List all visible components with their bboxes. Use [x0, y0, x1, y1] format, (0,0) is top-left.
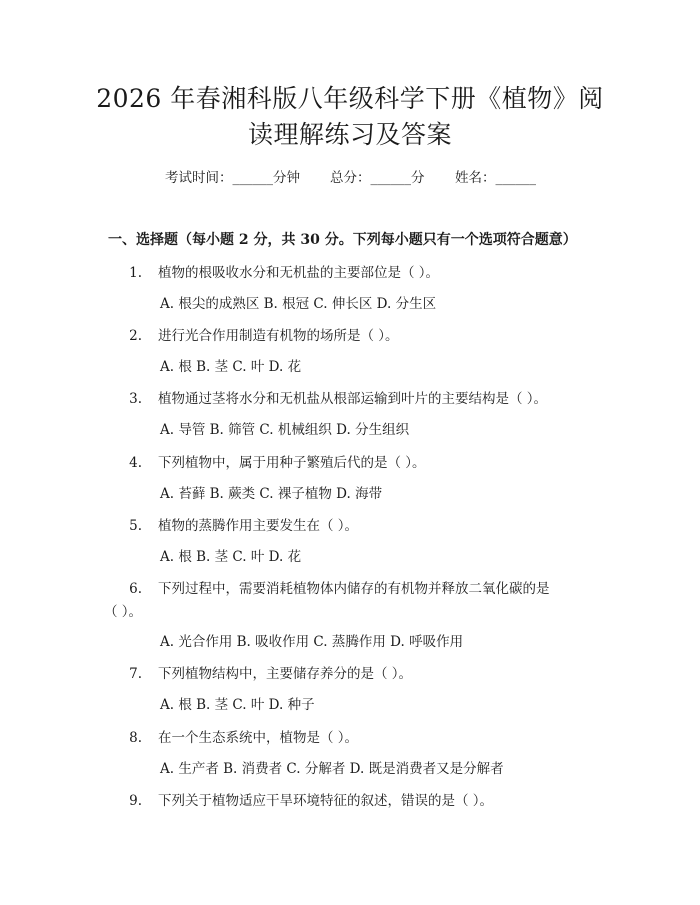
question-stem: 下列植物结构中，主要储存养分的是（ ）。: [158, 666, 413, 682]
question-stem: 植物的蒸腾作用主要发生在（ ）。: [158, 518, 359, 534]
exam-time-field: 考试时间：______分钟: [165, 170, 300, 186]
question-number: 8.: [129, 730, 142, 746]
question-options: A. 根 B. 茎 C. 叶 D. 花: [160, 549, 302, 565]
question-number: 2.: [129, 328, 142, 344]
question-number: 7.: [129, 666, 142, 682]
question-number: 1.: [129, 265, 142, 281]
question-options: A. 根 B. 茎 C. 叶 D. 花: [160, 359, 302, 375]
question-options: A. 苔藓 B. 蕨类 C. 裸子植物 D. 海带: [160, 486, 383, 502]
question-options: A. 根尖的成熟区 B. 根冠 C. 伸长区 D. 分生区: [160, 296, 437, 312]
question-options: A. 光合作用 B. 吸收作用 C. 蒸腾作用 D. 呼吸作用: [160, 634, 464, 650]
student-name-field: 姓名：______: [455, 170, 536, 186]
section-heading: 一、选择题（每小题 2 分，共 30 分。下列每小题只有一个选项符合题意）: [108, 232, 577, 248]
document-title-line-1: 2026 年春湘科版八年级科学下册《植物》阅: [96, 84, 604, 113]
question-options: A. 生产者 B. 消费者 C. 分解者 D. 既是消费者又是分解者: [160, 761, 504, 777]
document-title-line-2: 读理解练习及答案: [247, 120, 452, 149]
question-stem: 下列植物中，属于用种子繁殖后代的是（ ）。: [158, 455, 426, 471]
question-number: 4.: [129, 455, 142, 471]
total-score-field: 总分：______分: [330, 170, 425, 186]
question-stem: 植物通过茎将水分和无机盐从根部运输到叶片的主要结构是（ ）。: [158, 391, 548, 407]
question-stem: 下列过程中，需要消耗植物体内储存的有机物并释放二氧化碳的是: [158, 581, 550, 597]
question-options: A. 导管 B. 筛管 C. 机械组织 D. 分生组织: [160, 422, 410, 438]
question-stem-continued: （ ）。: [104, 604, 143, 620]
question-number: 9.: [129, 793, 142, 809]
question-stem: 进行光合作用制造有机物的场所是（ ）。: [158, 328, 399, 344]
question-number: 5.: [129, 518, 142, 534]
question-stem: 在一个生态系统中，植物是（ ）。: [158, 730, 359, 746]
question-number: 3.: [129, 391, 142, 407]
question-stem: 植物的根吸收水分和无机盐的主要部位是（ ）。: [158, 265, 440, 281]
question-number: 6.: [129, 581, 142, 597]
question-stem: 下列关于植物适应干旱环境特征的叙述，错误的是（ ）。: [158, 793, 494, 809]
question-options: A. 根 B. 茎 C. 叶 D. 种子: [160, 697, 315, 713]
